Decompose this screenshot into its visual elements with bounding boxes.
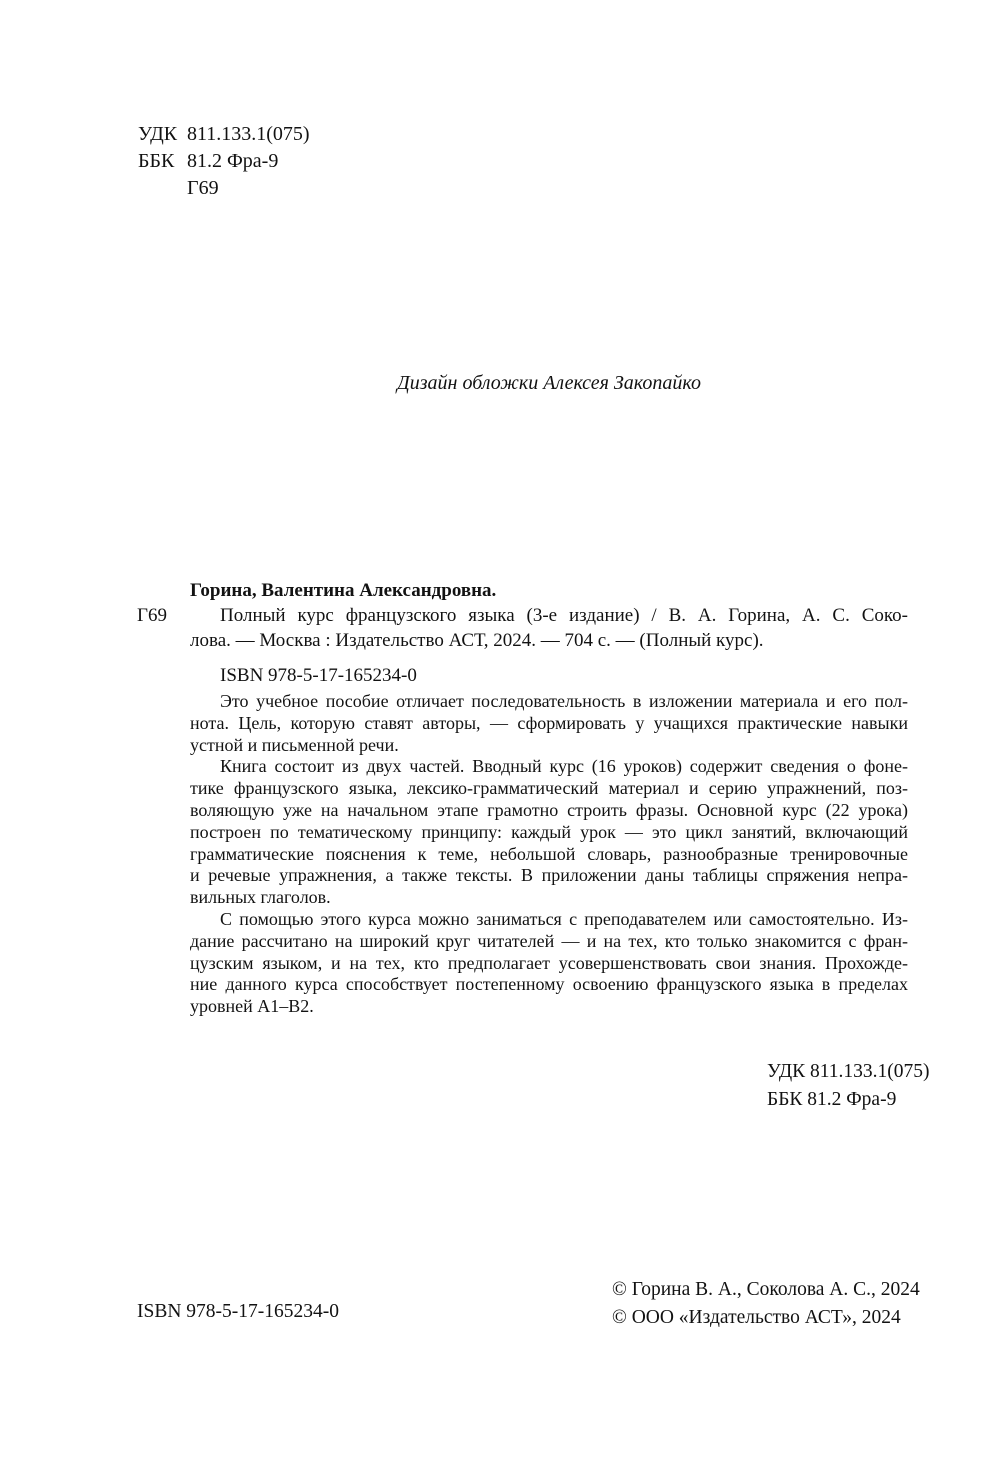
copyright-block <box>612 1276 920 1331</box>
footer-isbn: ISBN 978-5-17-165234-0 <box>137 1301 340 1322</box>
annotation-line: построен по тематическому принципу: каждый урок — это цикл занятий, включающий <box>190 821 908 842</box>
author-sign-spacer <box>138 175 187 202</box>
catalog-author-sign: Г69 <box>137 605 167 626</box>
annotation-line: нота. Цель, которую ставят авторы, — сформировать у учащихся практические навыки <box>190 712 908 733</box>
bbk-value: 81.2 Фра-9 <box>187 150 279 172</box>
annotation-line: уровней A1–B2. <box>190 996 314 1017</box>
cover-design-credit: Дизайн обложки Алексея Закопайко <box>397 372 701 394</box>
catalog-author-heading: Горина, Валентина Александровна. <box>190 580 497 601</box>
annotation-line: Это учебное пособие отличает последовательность в изложении материала и его пол- <box>220 691 908 711</box>
bbk-label: ББК <box>138 150 175 172</box>
copyright-line-authors: © Горина В. А., Соколова А. С., 2024 <box>612 1279 920 1300</box>
catalog-entry-line: Полный курс французского языка (3-е издание) / В. А. Горина, А. С. Соко- <box>220 605 908 626</box>
annotation-line: дание рассчитано на широкий круг читателей — и на тех, кто только знакомится с фран- <box>190 930 908 951</box>
annotation-paragraph <box>190 756 908 909</box>
classification-block-top <box>138 121 310 202</box>
udk-row <box>138 121 310 148</box>
udk-value: 811.133.1(075) <box>187 123 310 145</box>
udk-label: УДК <box>138 123 178 145</box>
bbk-footer: ББК 81.2 Фра-9 <box>767 1088 897 1110</box>
annotation-line: и речевые упражнения, а также тексты. В приложении даны таблицы спряжения непра- <box>190 865 908 886</box>
author-sign: Г69 <box>187 177 219 199</box>
annotation-line: С помощью этого курса можно заниматься с преподавателем или самостоятельно. Из- <box>220 908 908 929</box>
annotation-paragraph <box>190 691 908 756</box>
annotation-line: вильных глаголов. <box>190 887 331 908</box>
catalog-entry-line: лова. — Москва : Издательство АСТ, 2024. — 704 с. — (Полный курс). <box>190 630 764 651</box>
classification-block-right <box>767 1058 930 1113</box>
annotation-line: ние данного курса способствует постепенному освоению французского языка в пределах <box>190 974 908 995</box>
udk-footer: УДК 811.133.1(075) <box>767 1061 930 1082</box>
annotation-paragraph <box>190 909 908 1018</box>
annotation-line: воляющую уже на начальном этапе грамотно строить фразы. Основной курс (22 урока) <box>190 799 908 820</box>
author-sign-row <box>138 175 310 202</box>
annotation-line: грамматические пояснения к теме, небольшой словарь, разнообразные тренировочные <box>190 843 908 864</box>
annotation-line: Книга состоит из двух частей. Вводный курс (16 уроков) содержит сведения о фоне- <box>220 756 908 777</box>
annotation-line: цузским языком, и на тех, кто предполагает усовершенствовать свои знания. Прохожде- <box>190 952 908 973</box>
catalog-isbn: ISBN 978-5-17-165234-0 <box>220 665 417 686</box>
catalog-card <box>137 578 908 688</box>
copyright-line-publisher: © ООО «Издательство АСТ», 2024 <box>612 1306 901 1328</box>
bbk-row <box>138 148 310 175</box>
annotation-block <box>190 691 908 1018</box>
annotation-line: тике французского языка, лексико-грамматический материал и серию упражнений, поз- <box>190 778 908 799</box>
annotation-line: устной и письменной речи. <box>190 734 399 755</box>
